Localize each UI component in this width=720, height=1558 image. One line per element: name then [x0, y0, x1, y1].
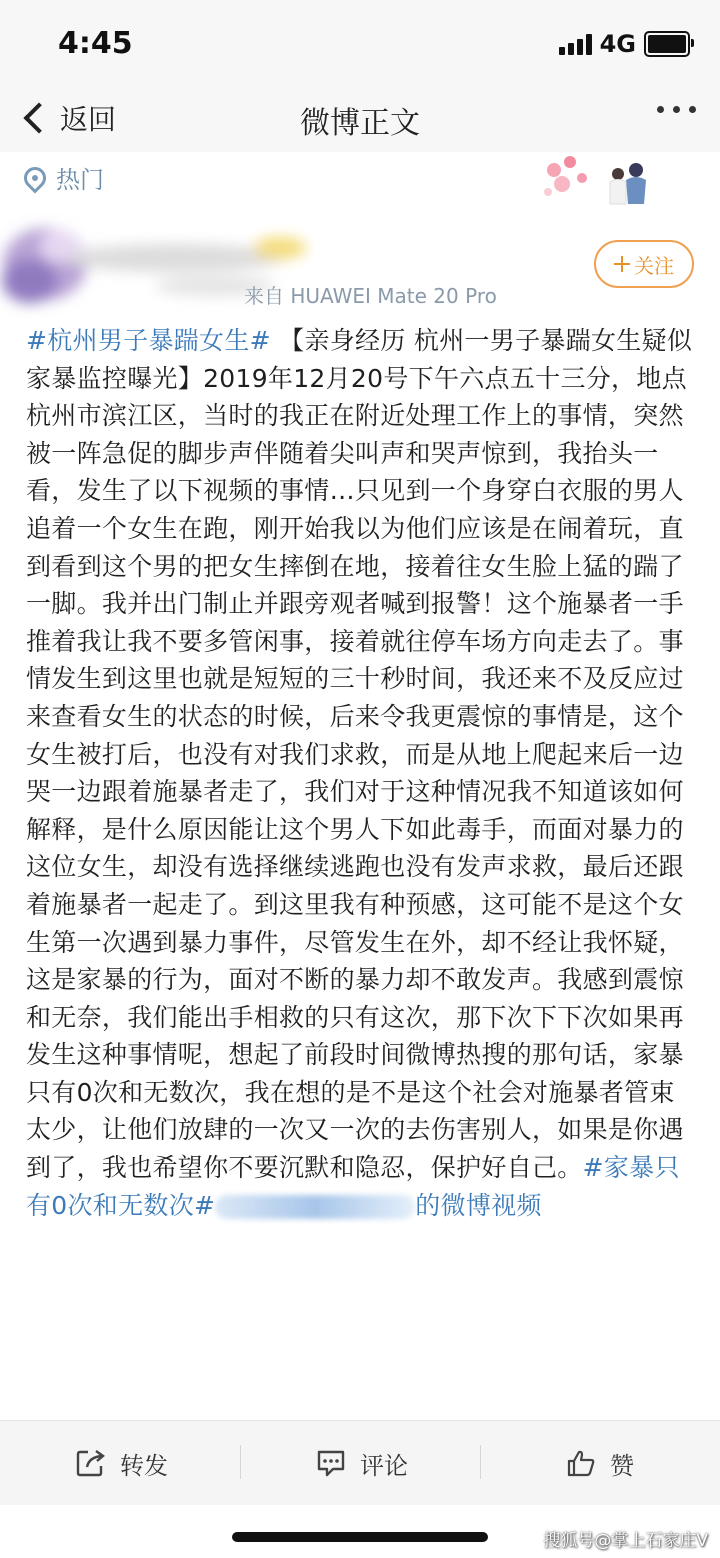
- status-time: 4:45: [58, 26, 133, 61]
- hot-tag[interactable]: [24, 160, 104, 195]
- post-body: [26, 322, 698, 1224]
- status-bar: [0, 0, 720, 84]
- follow-label: 关注: [634, 253, 674, 278]
- like-label: 赞: [610, 1451, 634, 1480]
- author-row: [0, 206, 720, 326]
- repost-icon: [76, 1449, 106, 1477]
- hashtag-link[interactable]: #家暴只有0次和无数次#: [26, 1153, 680, 1220]
- comment-icon: [316, 1449, 346, 1477]
- couple-decoration-icon: [540, 152, 660, 208]
- nav-bar: [0, 84, 720, 153]
- post-text: 【亲身经历 杭州一男子暴踹女生疑似家暴监控曝光】2019年12月20号下午六点五十三分，地点杭州市滨江区，当时的我正在附近处理工作上的事情，突然被一阵急促的脚步声伴随着尖叫声和哭声惊到，我抬头一看，发生了以下视频的事情…只见到一个身穿白衣服的男人追着一个女生在跑，刚开始我以为他们应该是在闹着玩，直到看到这个男的把女生摔倒在地，接着往女生脸上猛的踹了一脚。我并出门制止并跟旁观者喊到报警！这个施暴者一手推着我让我不要多管闲事，接着就往停车场方向走去了。事情发生到这里也就是短短的三十秒时间，我还来不及反应过来查看女生的状态的时候，后来令我更震惊的事情是，这个女生被打后，也没有对我们求救，而是从地上爬起来后一边哭一边跟着施暴者走了，我们对于这种情况我不知道该如何解释，是什么原因能让这个男人下如此毒手，而面对暴力的这位女生，却没有选择继续逃跑也没有发声求救，最后还跟着施暴者一起走了。到这里我有种预感，这可能不是这个女生第一次遇到暴力事件，尽管发生在外，却不经让我怀疑，这是家暴的行为，面对不断的暴力却不敢发声。我感到震惊和无奈，我们能出手相救的只有这次，那下次下下次如果再发生这种事情呢，想起了前段时间微博热搜的那句话，家暴只有0次和无数次，我在想的是不是这个社会对施暴者管束太少，让他们放肆的一次又一次的去伤害别人，如果是你遇到了，我也希望你不要沉默和隐忍，保护好自己。: [26, 326, 693, 1183]
- comment-button[interactable]: [316, 1421, 408, 1505]
- watermark: 搜狐号@掌上石家庄V: [543, 1531, 708, 1551]
- hot-row: [0, 152, 720, 206]
- divider: [480, 1445, 481, 1479]
- plus-icon: [614, 256, 630, 272]
- like-button[interactable]: [566, 1421, 634, 1505]
- hashtag-link[interactable]: #杭州男子暴踹女生#: [26, 326, 271, 355]
- home-indicator[interactable]: [232, 1532, 488, 1542]
- ellipsis-icon: [657, 106, 664, 113]
- signal-icon: [559, 33, 592, 55]
- repost-button[interactable]: [76, 1421, 168, 1505]
- back-label: 返回: [60, 103, 117, 136]
- status-icons: [559, 30, 690, 58]
- divider: [240, 1445, 241, 1479]
- blurred-username: [215, 1195, 415, 1219]
- repost-label: 转发: [120, 1451, 168, 1480]
- comment-label: 评论: [360, 1451, 408, 1480]
- more-button[interactable]: [657, 106, 696, 113]
- page-title: 微博正文: [300, 106, 420, 141]
- post-source: 来自 HUAWEI Mate 20 Pro: [244, 284, 497, 308]
- thumbs-up-icon: [566, 1449, 596, 1477]
- battery-icon: [644, 31, 690, 57]
- video-link[interactable]: 的微博视频: [415, 1190, 542, 1220]
- follow-button[interactable]: [594, 240, 694, 288]
- action-bar: [0, 1420, 720, 1505]
- network-label: 4G: [599, 30, 636, 58]
- location-icon: [19, 162, 50, 193]
- hot-label: 热门: [56, 166, 104, 194]
